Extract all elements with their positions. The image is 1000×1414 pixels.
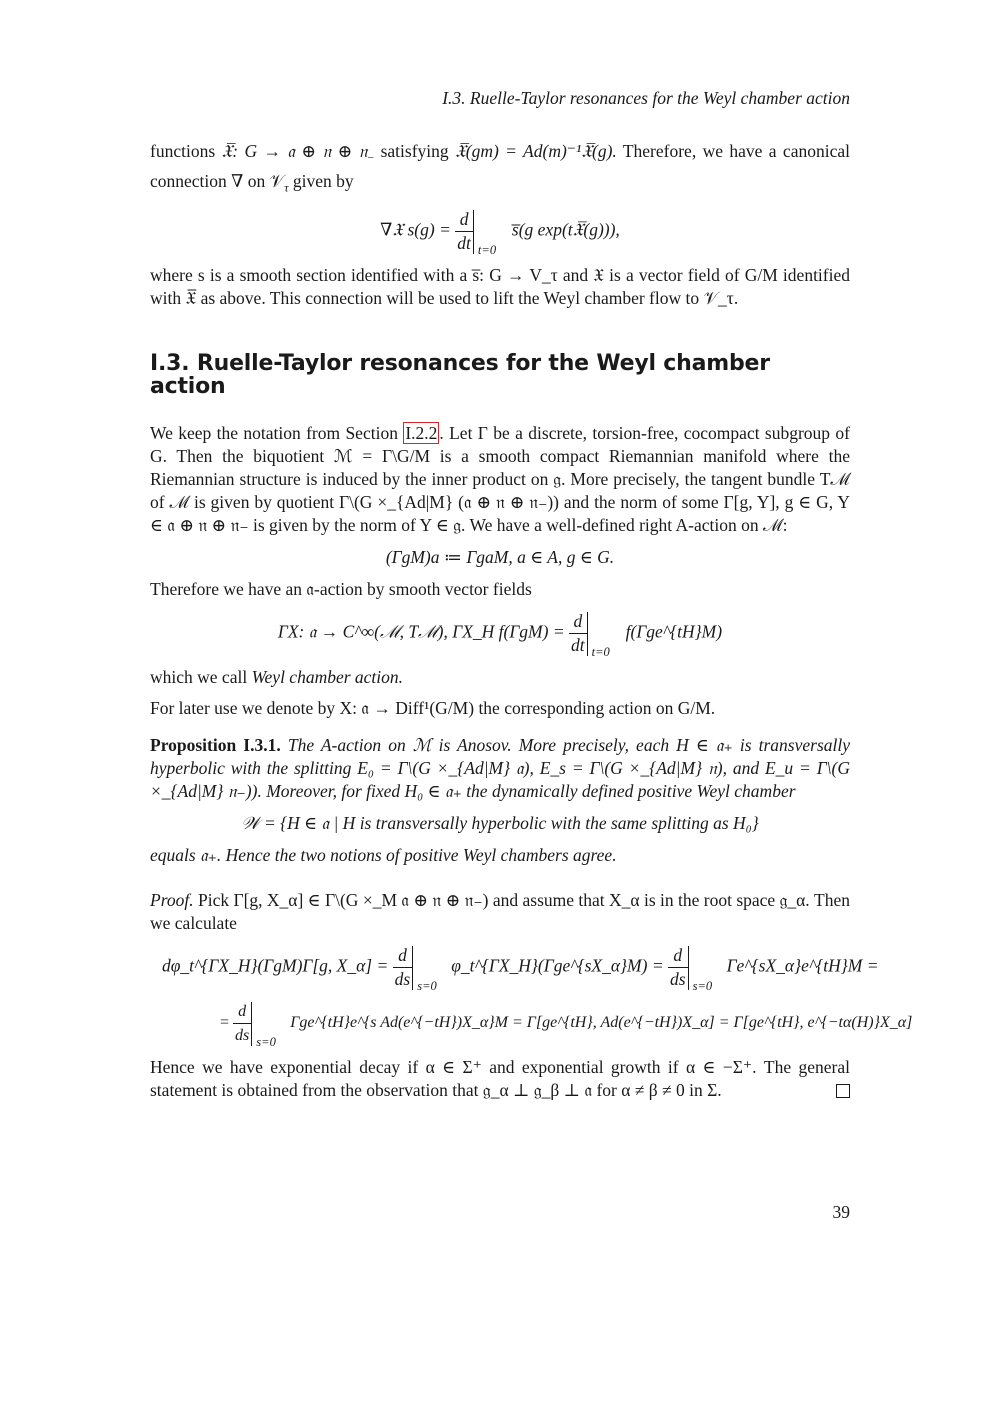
- page-content: [150, 140, 913, 1102]
- proposition-closing: equals 𝔞₊. Hence the two notions of positive Weyl chambers agree.: [150, 845, 617, 865]
- connection-description: where s is a smooth section identified with a s̅: G → V_τ and 𝔛 is a vector field of G/M identified with 𝔛̅ as above. This connection will be used to lift the Weyl chamber flow to 𝒱_τ.: [150, 265, 850, 308]
- weyl-chamber-definition: which we call Weyl chamber action.: [150, 667, 404, 687]
- proof-paragraph: Proof. Pick Γ[g, X_α] ∈ Γ\(G ×_M 𝔞 ⊕ 𝔫 ⊕ 𝔫₋) and assume that X_α is in the root space 𝔤_α. Then we calculate: [150, 890, 850, 933]
- qed-icon: [836, 1084, 850, 1098]
- connection-equation: ∇𝔛 s(g) = $\frac{d}{dt}$ t=0 s̅(g exp(t𝔛̅(g))),: [380, 209, 620, 257]
- proof-equation-line-1: dφ_t^{ΓX_H}(ΓgM)Γ[g, X_α] = $\frac{d}{ds}$ s=0 φ_t^{ΓX_H}(Γge^{sX_α}M) = $\frac{d}{ds}$ s=0 Γe^{sX_α}e^{tH}M =: [162, 945, 879, 993]
- vector-field-equation: ΓX: 𝔞 → C^∞(ℳ, Tℳ), ΓX_H f(ΓgM) = $\frac{d}{dt}$ t=0 f(Γge^{tH}M): [277, 611, 723, 659]
- proposition: Proposition I.3.1. The A-action on ℳ is Anosov. More precisely, each H ∈ 𝔞₊ is transversally hyperbolic with the splitting E₀ = Γ\(G ×_{Ad|M} 𝔞), E_s = Γ\(G ×_{Ad|M} 𝔫), and E_u = Γ\(G ×_{Ad|M} 𝔫₋)). Moreover, for fixed H₀ ∈ 𝔞₊ the dynamically defined positive Weyl chamber: [150, 735, 851, 801]
- a-action-equation: (ΓgM)a ≔ ΓgaM, a ∈ A, g ∈ G.: [385, 547, 615, 567]
- running-head: I.3. Ruelle-Taylor resonances for the Weyl chamber action: [442, 88, 850, 108]
- proposition-title: Proposition I.3.1.: [150, 735, 281, 755]
- section-paragraph-1: We keep the notation from Section I.2.2 . Let Γ be a discrete, torsion-free, cocompact subgroup of G. Then the biquotient ℳ = Γ\G/M is a smooth compact Riemannian manifold where the Riemannian structure is induced by the inner product on 𝔤. More precisely, the tangent bundle Tℳ of ℳ is given by quotient Γ\(G ×_{Ad|M} (𝔞 ⊕ 𝔫 ⊕ 𝔫₋)) and the norm of some Γ[g, Y], g ∈ G, Y ∈ 𝔞 ⊕ 𝔫 ⊕ 𝔫₋ is given by the norm of Y ∈ 𝔤. We have a well-defined right A-action on ℳ:: [150, 423, 850, 535]
- section-paragraph-2: Therefore we have an 𝔞-action by smooth vector fields: [150, 579, 532, 599]
- proof-equation-line-2: = $\frac{d}{ds}$ s=0 Γge^{tH}e^{s Ad(e^{−tH})X_α}M = Γ[ge^{tH}, Ad(e^{−tH})X_α] = Γ[ge^{tH}, e^{−tα(H)}X_α]: [220, 1000, 850, 1047]
- proof-label: Proof.: [150, 890, 194, 910]
- intro-paragraph: functions 𝔛̅: G → 𝔞 ⊕ 𝔫 ⊕ 𝔫$_-$ satisfying 𝔛̅(gm) = Ad(m)⁻¹𝔛̅(g). Therefore, we have a canonical connection ∇ on 𝒱$_\tau$ given by: [150, 141, 850, 194]
- section-paragraph-4: For later use we denote by X: 𝔞 → Diff¹(G/M) the corresponding action on G/M.: [150, 698, 716, 718]
- proof-conclusion: Hence we have exponential decay if α ∈ Σ⁺ and exponential growth if α ∈ −Σ⁺. The general statement is obtained from the observation that 𝔤_α ⊥ 𝔤_β ⊥ 𝔞 for α ≠ β ≠ 0 in Σ.: [150, 1057, 850, 1100]
- section-reference-link[interactable]: I.2.2: [405, 423, 438, 443]
- section-heading: I.3. Ruelle-Taylor resonances for the Weyl chamber action: [150, 351, 770, 399]
- page-number: 39: [832, 1202, 850, 1222]
- weyl-chamber-equation: 𝒲 = {H ∈ 𝔞 | H is transversally hyperbolic with the same splitting as H₀}: [241, 813, 759, 833]
